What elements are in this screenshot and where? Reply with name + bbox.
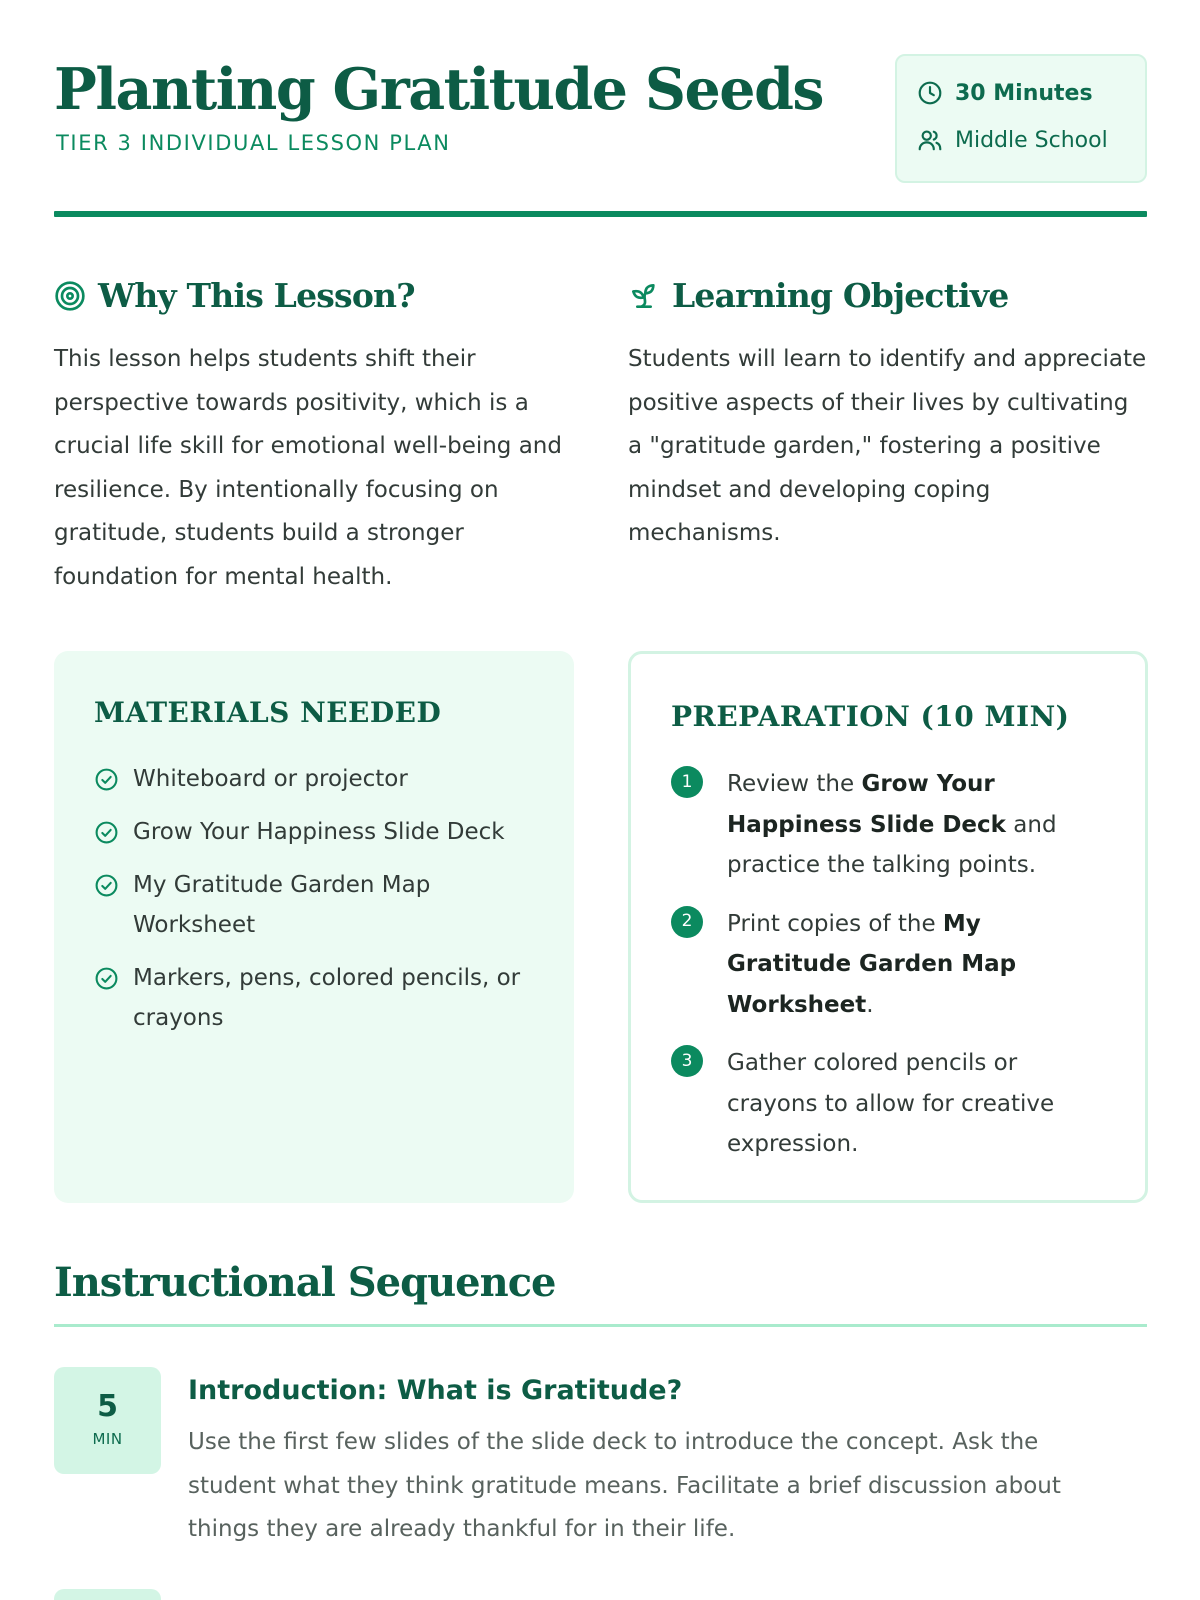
step-number-badge: 2: [671, 906, 703, 938]
material-label: Markers, pens, colored pencils, or crayons: [133, 965, 521, 1031]
page-title: Planting Gratitude Seeds: [54, 56, 824, 123]
list-item: [671, 904, 1111, 1026]
material-label: Grow Your Happiness Slide Deck: [133, 819, 505, 845]
prep-step-text: Gather colored pencils or crayons to allow for creative expression.: [727, 1050, 1055, 1157]
list-item: [94, 865, 554, 945]
lesson-meta-card: [895, 54, 1147, 183]
header-divider: [54, 211, 1147, 217]
check-circle-icon: [94, 767, 119, 792]
audience-row: [917, 127, 1108, 153]
materials-card: [54, 651, 574, 1203]
preparation-card: [628, 651, 1148, 1203]
sprout-icon: [628, 280, 660, 312]
why-title: Why This Lesson?: [98, 276, 415, 315]
material-label: My Gratitude Garden Map Worksheet: [133, 872, 431, 938]
list-item: [94, 958, 554, 1038]
users-icon: [917, 127, 943, 153]
list-item: [671, 764, 1111, 886]
prep-step-text: Print copies of the My Gratitude Garden Map Worksheet.: [727, 910, 1017, 1018]
step-number-badge: 3: [671, 1045, 703, 1077]
why-text: This lesson helps students shift their perspective towards positivity, which is a crucial life skill for emotional well-being and resilience. By intentionally focusing on gratitude, students build a stronger foundation for mental health.: [54, 346, 562, 590]
target-icon: [54, 280, 86, 312]
time-badge-minutes: 5: [97, 1389, 118, 1424]
lesson-header: [54, 52, 1147, 218]
list-item: [94, 759, 554, 799]
sequence-step-title: Introduction: What is Gratitude?: [188, 1375, 683, 1406]
objective-text: Students will learn to identify and appreciate positive aspects of their lives by cultivating a "gratitude garden," fostering a positive mindset and developing coping mechanisms.: [628, 346, 1147, 546]
why-heading: [54, 276, 415, 315]
check-circle-icon: [94, 966, 119, 991]
check-circle-icon: [94, 820, 119, 845]
time-badge-unit: MIN: [92, 1430, 123, 1448]
list-item: [671, 1043, 1111, 1165]
objective-title: Learning Objective: [672, 276, 1009, 315]
check-circle-icon: [94, 873, 119, 898]
clock-icon: [917, 80, 943, 106]
step-number-badge: 1: [671, 766, 703, 798]
material-label: Whiteboard or projector: [133, 766, 408, 792]
time-badge: [54, 1367, 161, 1474]
duration-label: 30 Minutes: [955, 80, 1093, 106]
preparation-list: [671, 764, 1111, 1183]
audience-label: Middle School: [955, 127, 1108, 153]
duration-row: [917, 80, 1093, 106]
time-badge: [54, 1589, 161, 1600]
prep-step-text: Review the Grow Your Happiness Slide Deck and practice the talking points.: [727, 771, 1057, 878]
preparation-title: PREPARATION (10 MIN): [671, 700, 1070, 733]
sequence-title: Instructional Sequence: [54, 1259, 556, 1306]
list-item: [94, 812, 554, 852]
objective-heading: [628, 276, 1008, 315]
materials-title: MATERIALS NEEDED: [94, 696, 442, 729]
sequence-divider: [54, 1324, 1147, 1327]
page-subtitle: TIER 3 INDIVIDUAL LESSON PLAN: [56, 131, 451, 155]
sequence-step-text: Use the first few slides of the slide deck to introduce the concept. Ask the student what they think gratitude means. Facilitate a brief discussion about things they are already thankful for in their life.: [188, 1429, 1061, 1542]
materials-list: [94, 759, 554, 1051]
